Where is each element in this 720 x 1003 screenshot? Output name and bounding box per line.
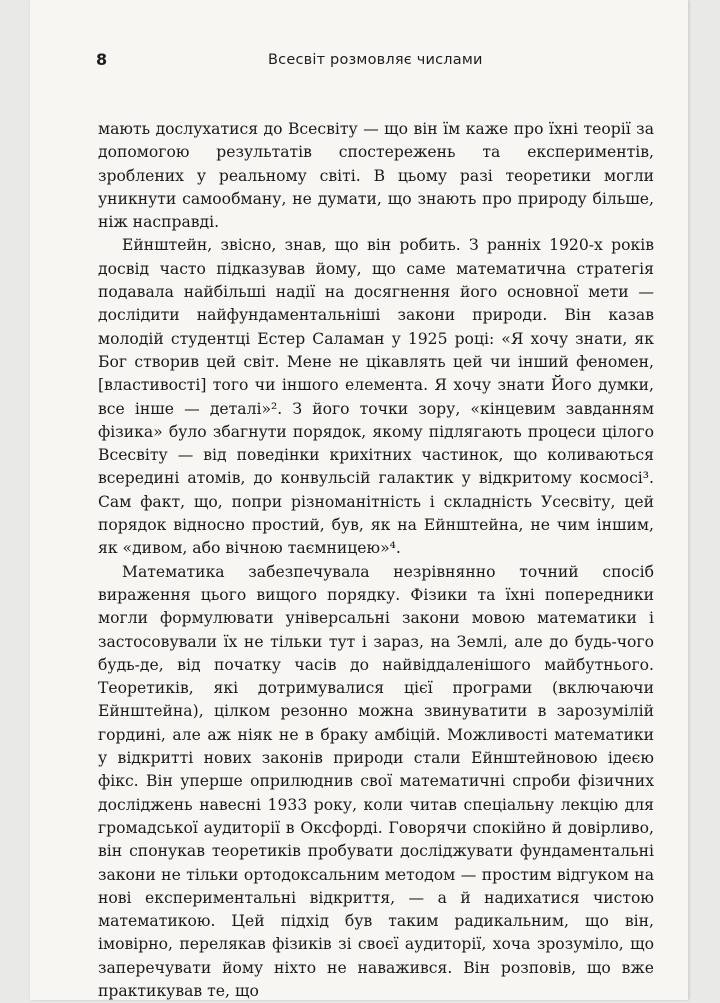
body-text: [98, 118, 654, 1003]
paragraph-mathematics: Математика забезпечувала незрівнянно точний спосіб вираження цього вищого порядку. Фізики та їхні попередники могли формулювати універсальні закони мовою математики і застосовували їх не тільки тут і зараз, на Землі, але до будь-чого будь-де, від початку часів до найвіддаленішого майбутнього. Теоретиків, які дотримувалися цієї програми (включаючи Ейнштейна), цілком резонно можна звинуватити в зарозумілій гордині, але аж ніяк не в браку амбіцій. Можливості математики у відкритті нових законів природи стали Ейнштейновою ідеєю фікс. Він уперше оприлюднив свої математичні спроби фізичних досліджень навесні 1933 року, коли читав спеціальну лекцію для громадської аудиторії в Оксфорді. Говорячи спокійно й довірливо, він спонукав теоретиків пробувати досліджувати фундаментальні закони не тільки ортодоксальним методом — простим відгуком на нові експериментальні відкриття, — а й надихатися чистою математикою. Цей підхід був таким радикальним, що він, імовірно, перелякав фізиків зі своєї аудиторії, хоча зрозуміло, що заперечувати йому ніхто не наважився. Він розповів, що вже практикував те, що: [98, 562, 654, 1000]
paragraph-continued: мають дослухатися до Всесвіту — що він їм каже про їхні теорії за допомогою результатів спостережень та експериментів, зроблених у реальному світі. В цьому разі теоретики могли уникнути самообману, не думати, що знають про природу більше, ніж насправді.: [98, 120, 654, 232]
page-number: 8: [96, 50, 108, 69]
page-header: [30, 50, 688, 80]
running-title: Всесвіт розмовляє числами: [268, 52, 483, 68]
paragraph-einstein: Ейнштейн, звісно, знав, що він робить. З ранніх 1920-х років досвід часто підказував йому, що саме математична стратегія подавала найбільші надії на досягнення його основної мети — дослідити найфундаментальніші закони природи. Він казав молодій студентці Естер Саламан у 1925 році: «Я хочу знати, як Бог створив цей світ. Мене не цікавлять цей чи інший феномен, [властивості] того чи іншого елемента. Я хочу знати Його думки, все інше — деталі»². З його точки зору, «кінцевим завданням фізика» було збагнути порядок, якому підлягають процеси цілого Всесвіту — від поведінки крихітних частинок, що коливаються всередині атомів, до конвульсій галактик у відкритому космосі³. Сам факт, що, попри різноманітність і складність Усесвіту, цей порядок відносно простий, був, як на Ейнштейна, не чим іншим, як «дивом, або вічною таємницею»⁴.: [98, 236, 654, 558]
book-page: [30, 0, 688, 1000]
